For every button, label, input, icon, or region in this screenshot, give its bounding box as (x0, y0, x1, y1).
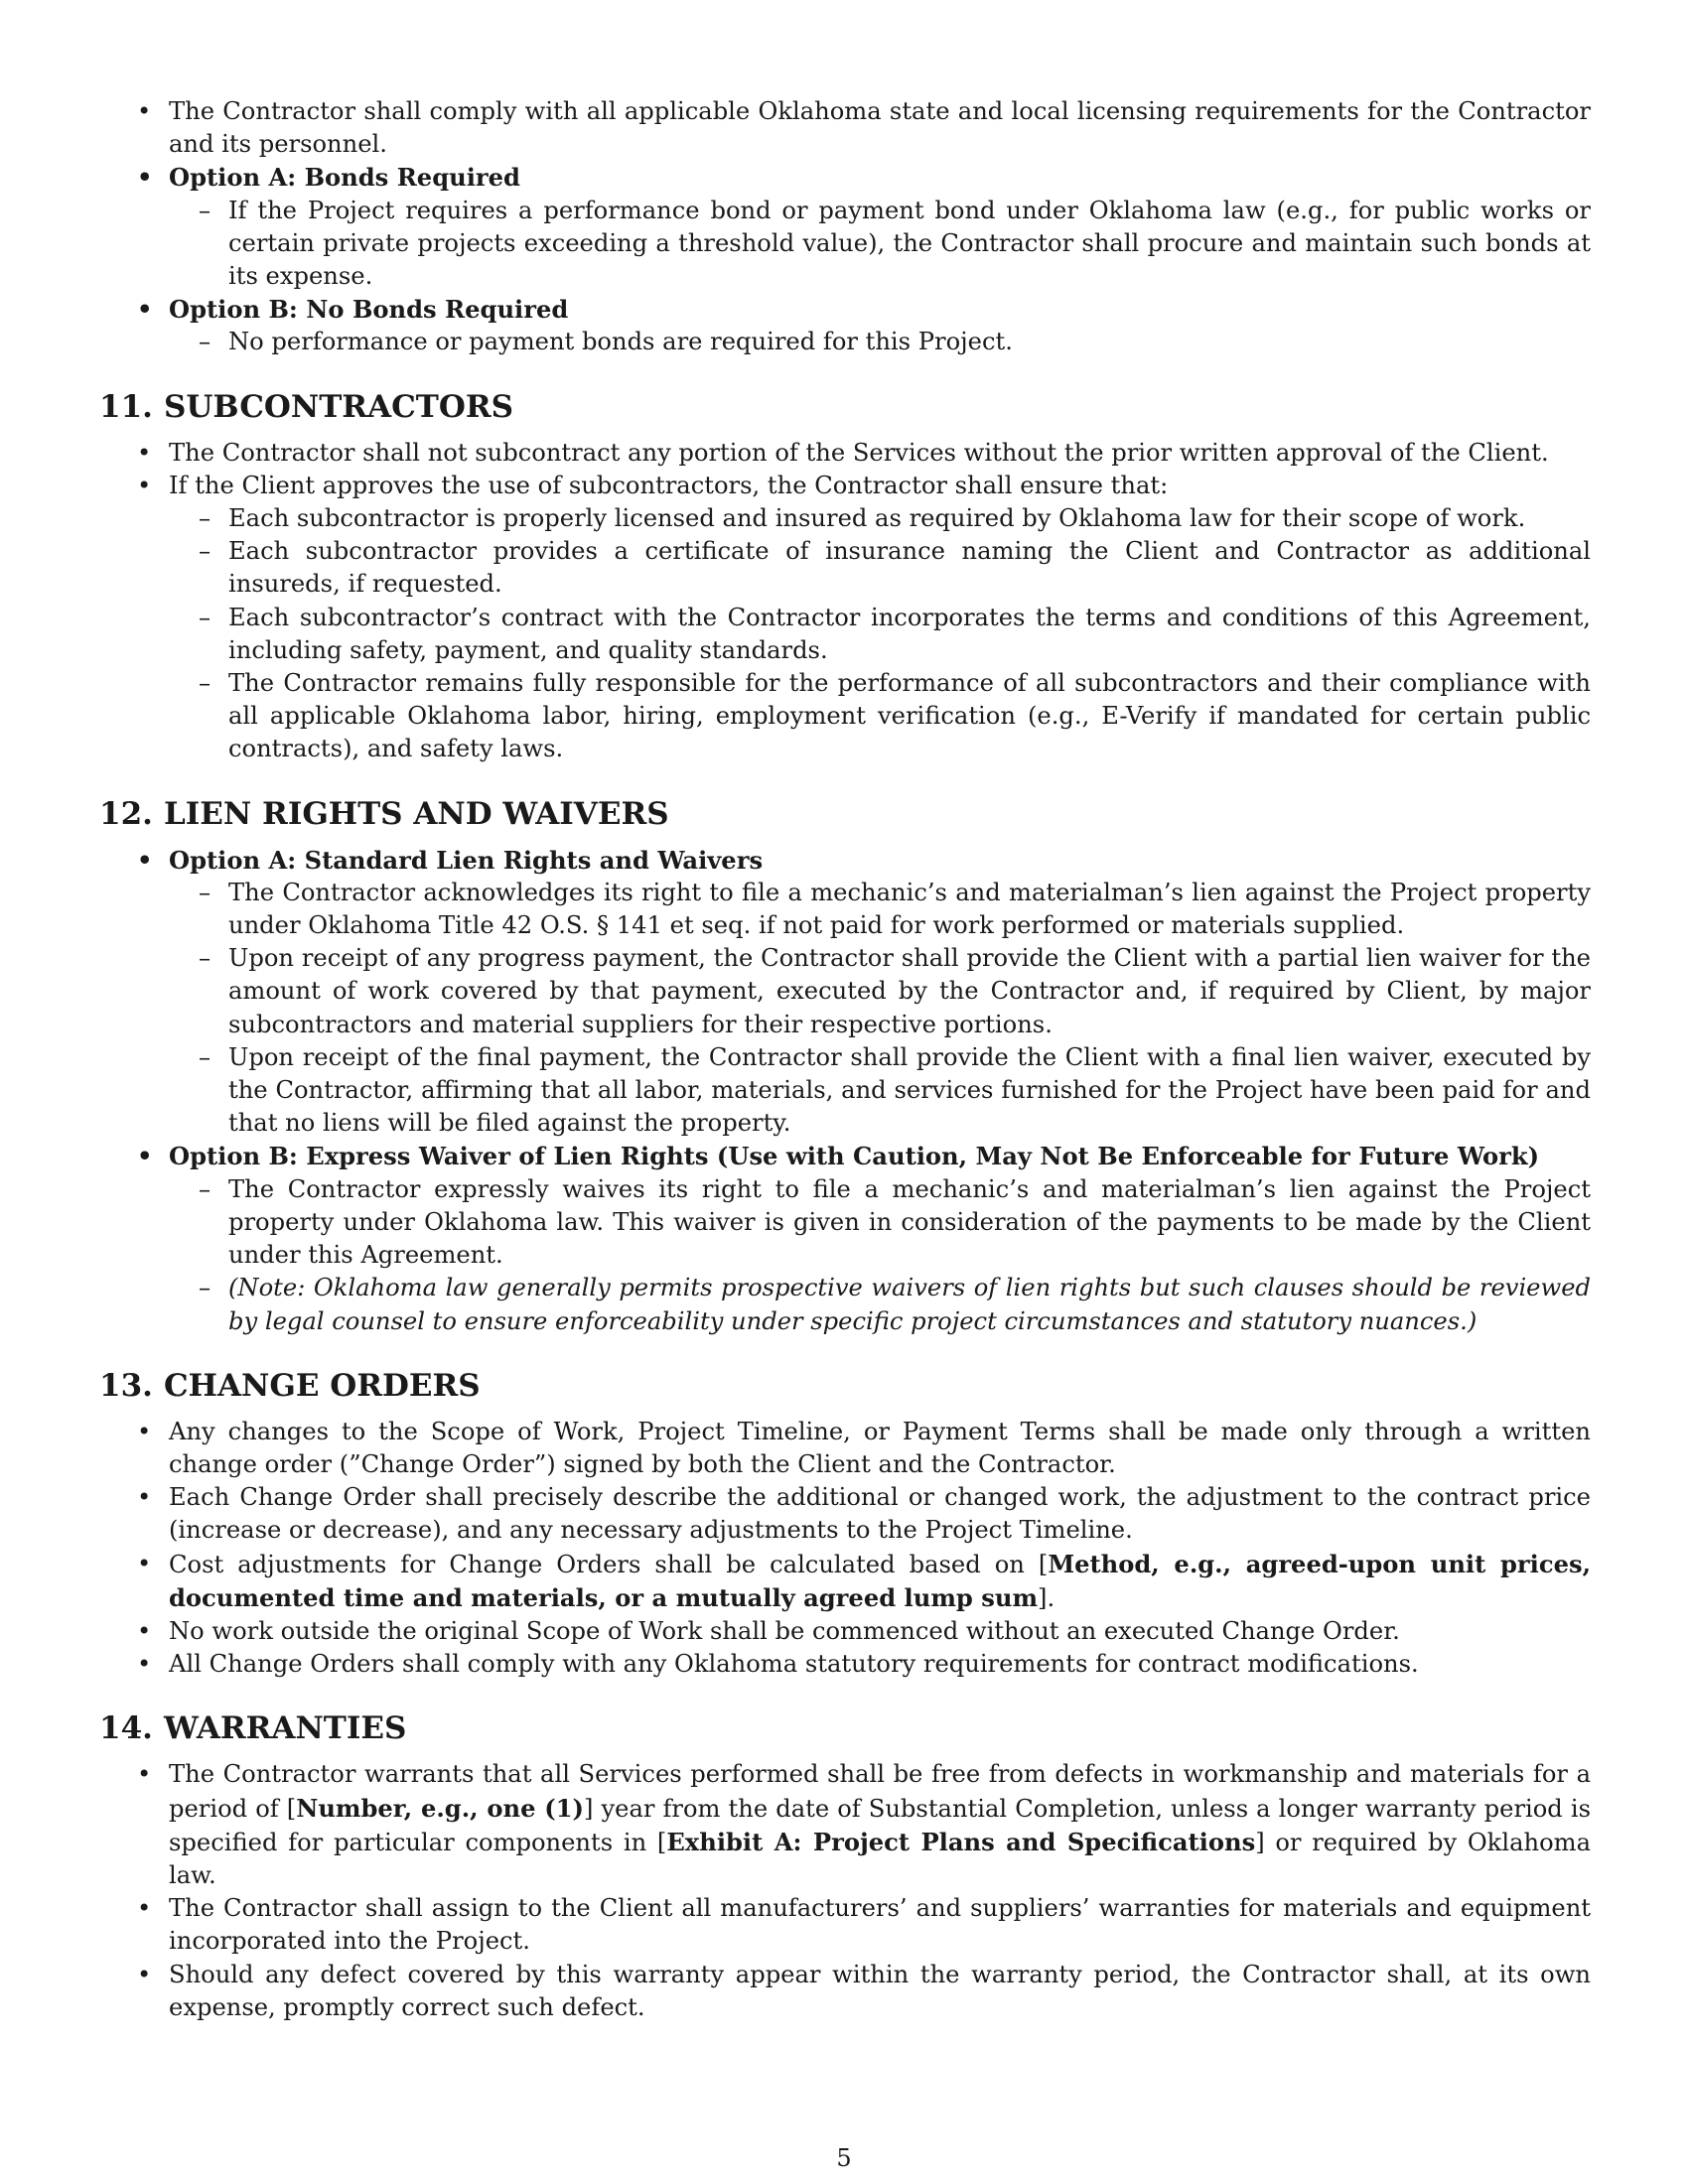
bonds-option-b-label: • Option B: No Bonds Required (99, 293, 1591, 326)
section11-list (99, 437, 1591, 766)
sub-list-item: – Each subcontractor’s contract with the Contractor incorporates the terms and conditions of this Agreement, including safety, payment, and quality standards. (99, 602, 1591, 667)
sub-list-item: – The Contractor expressly waives its right to file a mechanic’s and materialman’s lien against the Project property under Oklahoma law. This waiver is given in consideration of the payments to be made by the Client under this Agreement. (99, 1173, 1591, 1273)
list-item: • If the Client approves the use of subcontractors, the Contractor shall ensure that: (99, 470, 1591, 502)
list-item: • Any changes to the Scope of Work, Project Timeline, or Payment Terms shall be made only through a written change order (”Change Order”) signed by both the Client and the Contractor. (99, 1416, 1591, 1481)
placeholder-method: Method, e.g., agreed-upon unit prices, documented time and materials, or a mutually agreed lump sum (169, 1549, 1592, 1612)
sub-list-item: – Upon receipt of any progress payment, the Contractor shall provide the Client with a partial lien waiver for the amount of work covered by that payment, executed by the Contractor and, if required by Client, by major subcontractors and material suppliers for their respective portions. (99, 942, 1591, 1041)
bonds-option-a-label: • Option A: Bonds Required (99, 161, 1591, 194)
section-heading-warranties: 14. WARRANTIES (99, 1710, 407, 1747)
placeholder-number: Number, e.g., one (1) (296, 1793, 584, 1823)
section10-tail-list (99, 95, 1591, 359)
list-item: • No work outside the original Scope of Work shall be commenced without an executed Change Order. (99, 1615, 1591, 1648)
sub-list-item: – The Contractor remains fully responsible for the performance of all subcontractors and their compliance with all applicable Oklahoma labor, hiring, employment verification (e.g., E-Verify if mandated for certain public contracts), and safety laws. (99, 667, 1591, 766)
list-item: • The Contractor shall not subcontract any portion of the Services without the prior written approval of the Client. (99, 437, 1591, 470)
licensing-bullet: • The Contractor shall comply with all applicable Oklahoma state and local licensing requirements for the Contractor and its personnel. (99, 95, 1591, 161)
lien-option-b-label: • Option B: Express Waiver of Lien Rights (Use with Caution, May Not Be Enforceable for Future Work) (99, 1140, 1591, 1172)
lien-note: – (Note: Oklahoma law generally permits prospective waivers of lien rights but such clauses should be reviewed by legal counsel to ensure enforceability under specific project circumstances and statutory nuances.) (99, 1272, 1591, 1337)
list-item: • The Contractor shall assign to the Client all manufacturers’ and suppliers’ warranties for materials and equipment incorporated into the Project. (99, 1892, 1591, 1958)
list-item: • All Change Orders shall comply with any Oklahoma statutory requirements for contract modifications. (99, 1648, 1591, 1681)
section14-list (99, 1758, 1591, 2024)
sub-list-item: – Each subcontractor is properly licensed and insured as required by Oklahoma law for their scope of work. (99, 502, 1591, 535)
list-item: • Should any defect covered by this warranty appear within the warranty period, the Contractor shall, at its own expense, promptly correct such defect. (99, 1959, 1591, 2024)
placeholder-exhibit: Exhibit A: Project Plans and Specifications (666, 1827, 1256, 1856)
list-item: • The Contractor warrants that all Services performed shall be free from defects in workmanship and materials for a period of [Number, e.g., one (1)] year from the date of Substantial Completion, unless a longer warranty period is specified for particular components in [Exhibit A: Project Plans and Specifications] or required by Oklahoma law. (99, 1758, 1591, 1892)
section-heading-change-orders: 13. CHANGE ORDERS (99, 1367, 481, 1404)
list-item: • Each Change Order shall precisely describe the additional or changed work, the adjustment to the contract price (increase or decrease), and any necessary adjustments to the Project Timeline. (99, 1481, 1591, 1547)
list-item: • Cost adjustments for Change Orders shall be calculated based on [Method, e.g., agreed-upon unit prices, documented time and materials, or a mutually agreed lump sum]. (99, 1548, 1591, 1615)
section-heading-subcontractors: 11. SUBCONTRACTORS (99, 388, 513, 425)
sub-list-item: – Upon receipt of the final payment, the Contractor shall provide the Client with a final lien waiver, executed by the Contractor, affirming that all labor, materials, and services furnished for the Project have been paid for and that no liens will be filed against the property. (99, 1041, 1591, 1141)
sub-list-item: – Each subcontractor provides a certificate of insurance naming the Client and Contractor as additional insureds, if requested. (99, 535, 1591, 601)
lien-option-a-label: • Option A: Standard Lien Rights and Waivers (99, 844, 1591, 877)
section12-list (99, 844, 1591, 1338)
section-heading-lien-rights: 12. LIEN RIGHTS AND WAIVERS (99, 795, 669, 832)
sub-list-item: – The Contractor acknowledges its right to file a mechanic’s and materialman’s lien against the Project property under Oklahoma Title 42 O.S. § 141 et seq. if not paid for work performed or materials supplied. (99, 877, 1591, 942)
bonds-option-a-text: – If the Project requires a performance bond or payment bond under Oklahoma law (e.g., for public works or certain private projects exceeding a threshold value), the Contractor shall procure and maintain such bonds at its expense. (99, 195, 1591, 294)
section13-list (99, 1416, 1591, 1682)
bonds-option-b-text: – No performance or payment bonds are required for this Project. (99, 326, 1591, 358)
page-number: 5 (836, 2144, 852, 2172)
document-page (99, 95, 1591, 2024)
